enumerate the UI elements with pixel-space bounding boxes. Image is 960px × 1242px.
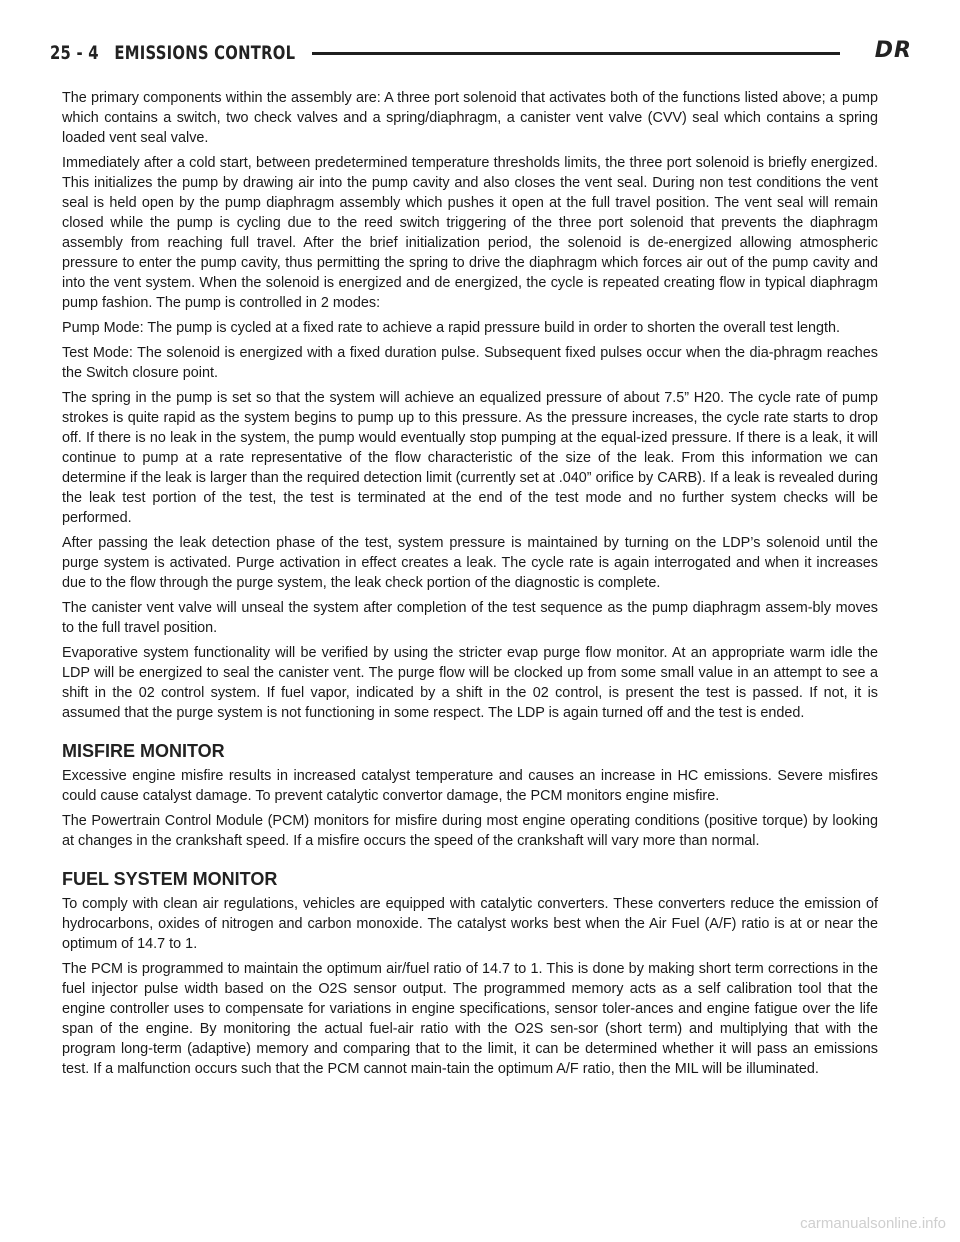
paragraph: Test Mode: The solenoid is energized with a fixed duration pulse. Subsequent fixed pulses occur when the dia-phragm reaches the Switch closure point. xyxy=(62,345,878,381)
paragraph: The Powertrain Control Module (PCM) monitors for misfire during most engine operating conditions (positive torque) by looking at changes in the crankshaft speed. If a misfire occurs the speed of the crankshaft will vary more than normal. xyxy=(62,813,878,849)
paragraph: The canister vent valve will unseal the system after completion of the test sequence as the pump diaphragm assem-bly moves to the full travel position. xyxy=(62,600,878,636)
header-left xyxy=(50,42,296,64)
model-code: DR xyxy=(874,38,912,63)
paragraph: Pump Mode: The pump is cycled at a fixed rate to achieve a rapid pressure build in order to shorten the overall test length. xyxy=(62,320,841,336)
section-title: EMISSIONS CONTROL xyxy=(114,42,296,64)
paragraph: Immediately after a cold start, between predetermined temperature thresholds limits, the three port solenoid is briefly energized. This initializes the pump by drawing air into the pump cavity and also closes the vent seal. During non test conditions the vent seal is held open by the pump diaphragm assembly which pushes it open at the full travel position. The vent seal will remain closed while the pump is cycling due to the reed switch triggering of the three port solenoid that prevents the diaphragm assembly from reaching full travel. After the brief initialization period, the solenoid is de-energized allowing atmospheric pressure to enter the pump cavity, thus permitting the spring to drive the diaphragm which forces air out of the pump cavity and into the vent system. When the solenoid is energized and de energized, the cycle is repeated creating flow in typical diaphragm pump fashion. The pump is controlled in 2 modes: xyxy=(62,155,878,311)
page-body xyxy=(62,88,878,1084)
page-number: 25 - 4 xyxy=(50,42,99,64)
paragraph: The PCM is programmed to maintain the optimum air/fuel ratio of 14.7 to 1. This is done by making short term corrections in the fuel injector pulse width based on the O2S sensor output. The programmed memory acts as a self calibration tool that the engine controller uses to compensate for variations in engine specifications, sensor toler-ances and engine fatigue over the life span of the engine. By monitoring the actual fuel-air ratio with the O2S sen-sor (short term) and multiplying that with the program long-term (adaptive) memory and comparing that to the limit, it can be determined whether it will pass an emissions test. If a malfunction occurs such that the PCM cannot main-tain the optimum A/F ratio, then the MIL will be illuminated. xyxy=(62,961,878,1077)
paragraph: Evaporative system functionality will be verified by using the stricter evap purge flow monitor. At an appropriate warm idle the LDP will be energized to seal the canister vent. The purge flow will be clocked up from some small value in an attempt to see a shift in the 02 control system. If fuel vapor, indicated by a shift in the 02 control, is present the test is passed. If not, it is assumed that the purge system is not functioning in some respect. The LDP is again turned off and the test is ended. xyxy=(62,645,878,721)
paragraph: Excessive engine misfire results in increased catalyst temperature and causes an increase in HC emissions. Severe misfires could cause catalyst damage. To prevent catalytic convertor damage, the PCM monitors engine misfire. xyxy=(62,768,878,804)
paragraph: To comply with clean air regulations, vehicles are equipped with catalytic converters. These converters reduce the emission of hydrocarbons, oxides of nitrogen and carbon monoxide. The catalyst works best when the Air Fuel (A/F) ratio is at or near the optimum of 14.7 to 1. xyxy=(62,896,878,952)
heading-fuel-system-monitor: FUEL SYSTEM MONITOR xyxy=(62,869,278,889)
paragraph: The spring in the pump is set so that the system will achieve an equalized pressure of about 7.5” H20. The cycle rate of pump strokes is quite rapid as the system begins to pump up to this pressure. As the pressure increases, the cycle rate starts to drop off. If there is no leak in the system, the pump would eventually stop pumping at the equal-ized pressure. If there is a leak, it will continue to pump at a rate representative of the flow characteristic of the size of the leak. From this information we can determine if the leak is larger than the required detection limit (currently set at .040” orifice by CARB). If a leak is revealed during the leak test portion of the test, the test is terminated at the end of the test mode and no further system checks will be performed. xyxy=(62,390,878,526)
header-rule xyxy=(312,52,840,55)
paragraph: The primary components within the assembly are: A three port solenoid that activates both of the functions listed above; a pump which contains a switch, two check valves and a spring/diaphragm, a canister vent valve (CVV) seal which contains a spring loaded vent seal valve. xyxy=(62,90,878,146)
watermark: carmanualsonline.info xyxy=(800,1215,946,1232)
paragraph: After passing the leak detection phase of the test, system pressure is maintained by turning on the LDP’s solenoid until the purge system is activated. Purge activation in effect creates a leak. The cycle rate is again interrogated and when it increases due to the flow through the purge system, the leak check portion of the diagnostic is complete. xyxy=(62,535,878,591)
page-header xyxy=(50,38,912,68)
heading-misfire-monitor: MISFIRE MONITOR xyxy=(62,741,225,761)
